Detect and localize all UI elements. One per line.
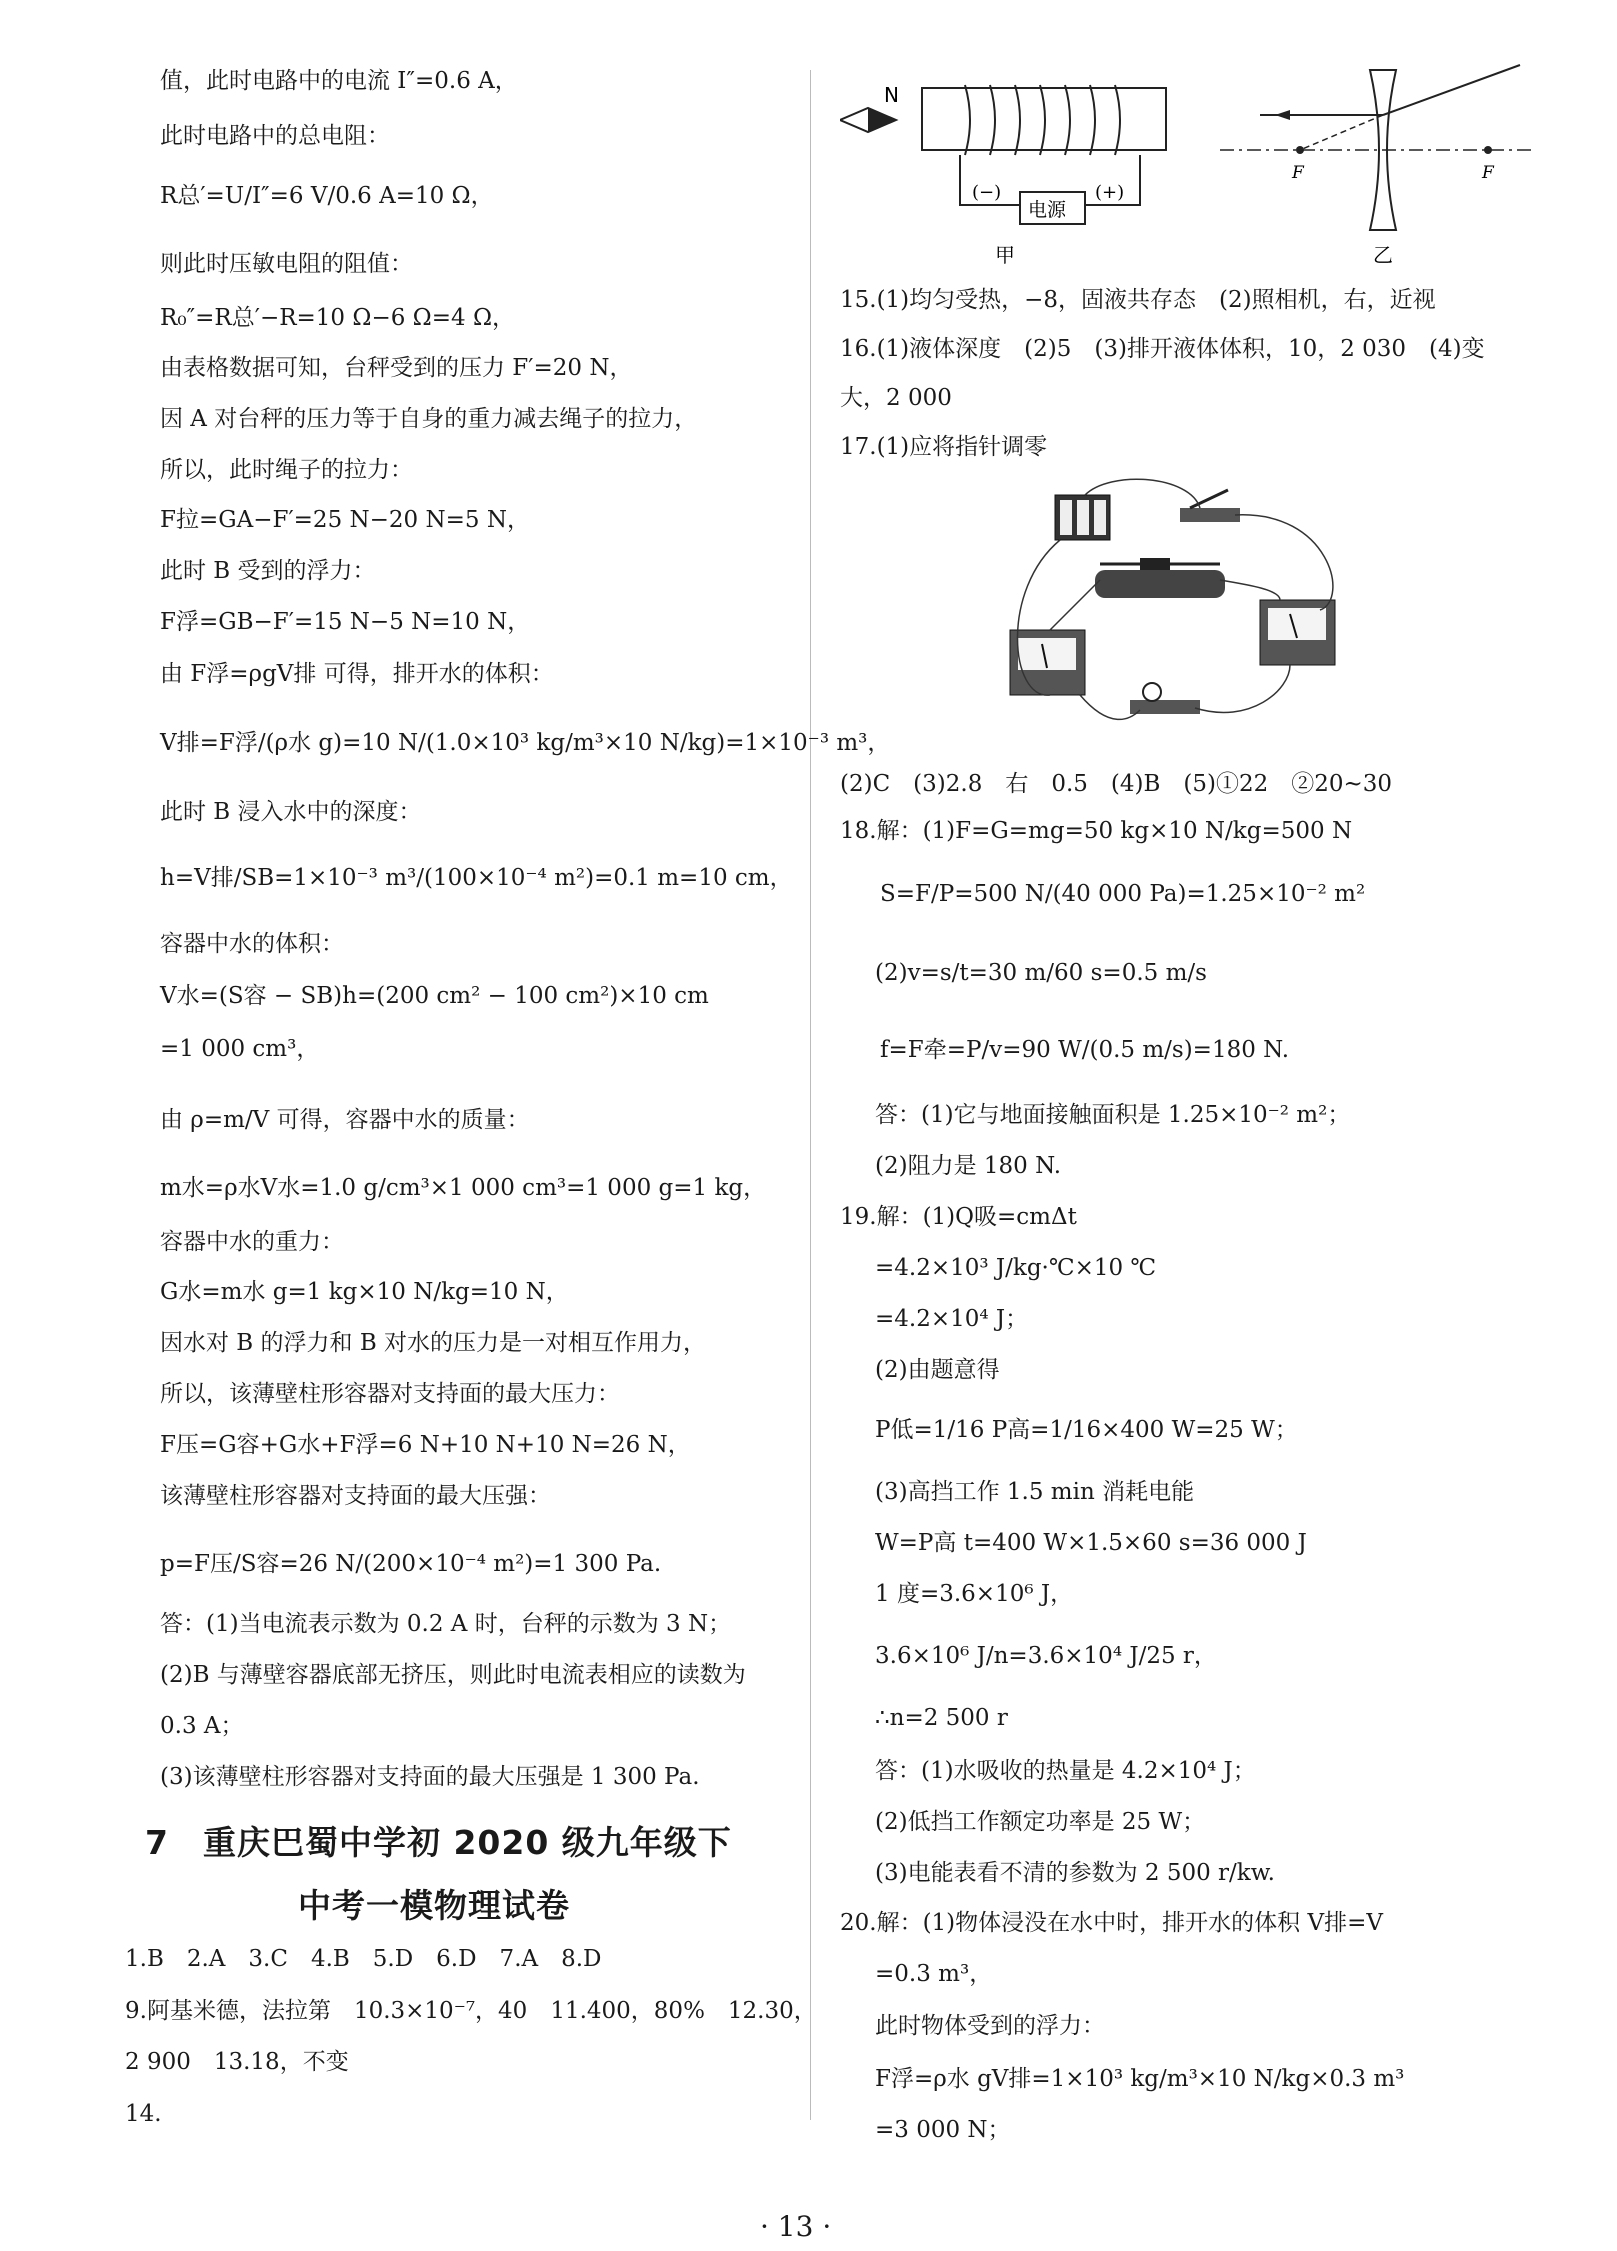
solution-line: 18.解：(1)F=G=mg=50 kg×10 N/kg=500 N bbox=[840, 818, 1353, 844]
answer-line: (2)低挡工作额定功率是 25 W； bbox=[875, 1809, 1206, 1835]
figure-caption-yi: 乙 bbox=[1373, 243, 1393, 267]
solution-line: 19.解：(1)Q吸=cmΔt bbox=[840, 1204, 1077, 1230]
answer-line: 答：(1)水吸收的热量是 4.2×10⁴ J； bbox=[875, 1758, 1256, 1784]
equation-line: =4.2×10³ J/kg·℃×10 ℃ bbox=[875, 1255, 1157, 1281]
equation-line: f=F牵=P/v=90 W/(0.5 m/s)=180 N. bbox=[880, 1037, 1290, 1063]
magnet-label: N bbox=[884, 83, 899, 107]
equation-line: =3 000 N； bbox=[875, 2117, 1011, 2143]
solution-line: 20.解：(1)物体浸没在水中时，排开水的体积 V排=V bbox=[840, 1910, 1383, 1936]
extension-line bbox=[1300, 115, 1383, 150]
equation-line: (2)v=s/t=30 m/60 s=0.5 m/s bbox=[875, 960, 1207, 986]
answer-line: 答：(1)它与地面接触面积是 1.25×10⁻² m²； bbox=[875, 1102, 1351, 1128]
coil-windings bbox=[965, 85, 1120, 155]
text-line: 由 ρ=m/V 可得，容器中水的质量： bbox=[160, 1107, 530, 1133]
rheostat-icon bbox=[1095, 558, 1225, 598]
equation-line: V排=F浮/(ρ水 g)=10 N/(1.0×10³ kg/m³×10 N/kg)=1×10⁻³ m³， bbox=[160, 730, 891, 756]
section-subtitle: 中考一模物理试卷 bbox=[298, 1886, 570, 1925]
plus-terminal: (+) bbox=[1095, 182, 1125, 203]
section-title: 7 重庆巴蜀中学初 2020 级九年级下 bbox=[145, 1823, 732, 1862]
equation-line: F拉=GA−F′=25 N−20 N=5 N， bbox=[160, 507, 530, 533]
text-line: (3)高挡工作 1.5 min 消耗电能 bbox=[875, 1479, 1195, 1505]
circuit-photo-diagram bbox=[990, 470, 1350, 750]
text-line: 所以，此时绳子的拉力： bbox=[160, 457, 413, 483]
ammeter-icon bbox=[1260, 600, 1335, 665]
focus-label-left: F bbox=[1292, 163, 1304, 183]
answer-line: 17.(1)应将指针调零 bbox=[840, 434, 1048, 460]
text-line: 此时 B 浸入水中的深度： bbox=[160, 799, 422, 825]
equation-line: m水=ρ水V水=1.0 g/cm³×1 000 cm³=1 000 g=1 kg， bbox=[160, 1175, 767, 1201]
text-line: 因 A 对台秤的压力等于自身的重力减去绳子的拉力， bbox=[160, 406, 698, 432]
answer-line: 16.(1)液体深度 (2)5 (3)排开液体体积，10，2 030 (4)变 bbox=[840, 336, 1485, 362]
text-line: 所以，该薄壁柱形容器对支持面的最大压力： bbox=[160, 1381, 620, 1407]
text-line: 由表格数据可知，台秤受到的压力 F′=20 N， bbox=[160, 355, 633, 381]
equation-line: p=F压/S容=26 N/(200×10⁻⁴ m²)=1 300 Pa. bbox=[160, 1551, 662, 1577]
answer-key-line: 9.阿基米德，法拉第 10.3×10⁻⁷，40 11.400，80% 12.30， bbox=[125, 1998, 817, 2024]
page-number: · 13 · bbox=[760, 2210, 832, 2243]
equation-line: W=P高 t=400 W×1.5×60 s=36 000 J bbox=[875, 1530, 1307, 1556]
answer-key-line: 2 900 13.18，不变 bbox=[125, 2049, 349, 2075]
answer-key-line: 14. bbox=[125, 2101, 162, 2127]
equation-line: =0.3 m³， bbox=[875, 1961, 993, 1987]
text-line: 由 F浮=ρgV排 可得，排开水的体积： bbox=[160, 661, 554, 687]
text-line: 因水对 B 的浮力和 B 对水的压力是一对相互作用力， bbox=[160, 1330, 707, 1356]
focus-point-right bbox=[1484, 146, 1492, 154]
equation-line: ∴n=2 500 r bbox=[875, 1705, 1008, 1731]
text-line: (2)由题意得 bbox=[875, 1357, 1000, 1383]
equation-line: 3.6×10⁶ J/n=3.6×10⁴ J/25 r， bbox=[875, 1643, 1217, 1669]
voltmeter-icon bbox=[1010, 630, 1085, 695]
compass-north-half bbox=[868, 108, 896, 132]
text-line: 则此时压敏电阻的阻值： bbox=[160, 251, 413, 277]
equation-line: F压=G容+G水+F浮=6 N+10 N+10 N=26 N， bbox=[160, 1432, 691, 1458]
answer-line: 15.(1)均匀受热，−8，固液共存态 (2)照相机，右，近视 bbox=[840, 287, 1436, 313]
bulb-icon bbox=[1130, 683, 1200, 714]
text-line: 容器中水的重力： bbox=[160, 1229, 344, 1255]
equation-line: h=V排/SB=1×10⁻³ m³/(100×10⁻⁴ m²)=0.1 m=10 cm， bbox=[160, 865, 793, 891]
minus-terminal: (−) bbox=[972, 182, 1002, 203]
electromagnet-diagram bbox=[840, 60, 1180, 270]
answer-line: 答：(1)当电流表示数为 0.2 A 时，台秤的示数为 3 N； bbox=[160, 1611, 732, 1637]
equation-line: F浮=ρ水 gV排=1×10³ kg/m³×10 N/kg×0.3 m³ bbox=[875, 2066, 1405, 2092]
figure-caption-jia: 甲 bbox=[995, 243, 1015, 267]
text-line: 此时物体受到的浮力： bbox=[875, 2013, 1105, 2039]
answer-key-line: 1.B 2.A 3.C 4.B 5.D 6.D 7.A 8.D bbox=[125, 1946, 602, 1972]
text-line: 该薄壁柱形容器对支持面的最大压强： bbox=[160, 1483, 551, 1509]
incident-ray bbox=[1383, 65, 1520, 115]
text-line: 此时 B 受到的浮力： bbox=[160, 558, 376, 584]
battery-icon bbox=[1055, 495, 1110, 540]
equation-line: R₀″=R总′−R=10 Ω−6 Ω=4 Ω， bbox=[160, 305, 516, 331]
equation-line: G水=m水 g=1 kg×10 N/kg=10 N， bbox=[160, 1279, 569, 1305]
equation-line: S=F/P=500 N/(40 000 Pa)=1.25×10⁻² m² bbox=[880, 881, 1366, 907]
answer-line: (3)该薄壁柱形容器对支持面的最大压强是 1 300 Pa. bbox=[160, 1764, 700, 1790]
ray-arrow-icon bbox=[1275, 110, 1290, 120]
equation-line: =1 000 cm³， bbox=[160, 1036, 320, 1062]
text-line: 值，此时电路中的电流 I″=0.6 A， bbox=[160, 68, 518, 94]
equation-line: R总′=U/I″=6 V/0.6 A=10 Ω， bbox=[160, 183, 494, 209]
equation-line: =4.2×10⁴ J； bbox=[875, 1306, 1029, 1332]
answer-line: (3)电能表看不清的参数为 2 500 r/kw. bbox=[875, 1860, 1275, 1886]
answer-line: (2)阻力是 180 N. bbox=[875, 1153, 1062, 1179]
switch-icon bbox=[1180, 490, 1240, 522]
equation-line: V水=(S容 − SB)h=(200 cm² − 100 cm²)×10 cm bbox=[160, 983, 709, 1009]
answer-line: (2)B 与薄壁容器底部无挤压，则此时电流表相应的读数为 bbox=[160, 1662, 746, 1688]
answer-line: 0.3 A； bbox=[160, 1713, 244, 1739]
text-line: 此时电路中的总电阻： bbox=[160, 123, 390, 149]
focus-point-left bbox=[1296, 146, 1304, 154]
focus-label-right: F bbox=[1482, 163, 1494, 183]
power-label: 电源 bbox=[1028, 199, 1067, 221]
equation-line: P低=1/16 P高=1/16×400 W=25 W； bbox=[875, 1417, 1298, 1443]
text-line: 容器中水的体积： bbox=[160, 931, 344, 957]
equation-line: 1 度=3.6×10⁶ J， bbox=[875, 1581, 1074, 1607]
lens-diagram bbox=[1220, 60, 1540, 270]
answer-line: 大，2 000 bbox=[840, 385, 952, 411]
answer-line: (2)C (3)2.8 右 0.5 (4)B (5)①22 ②20~30 bbox=[840, 771, 1393, 797]
column-divider bbox=[810, 70, 811, 2120]
equation-line: F浮=GB−F′=15 N−5 N=10 N， bbox=[160, 609, 531, 635]
